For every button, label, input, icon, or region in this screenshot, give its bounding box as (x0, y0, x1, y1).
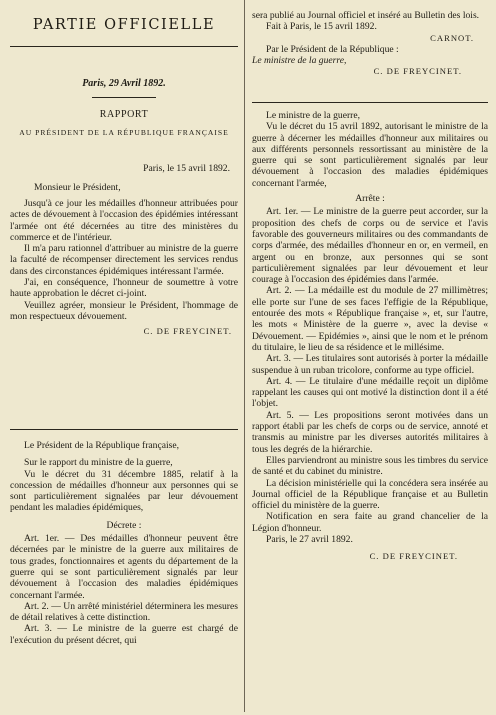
decree-article: Art. 2. — Un arrêté ministériel déterminera les mesures de détail relatives à cette distinction. (10, 600, 238, 624)
arrete-paragraph: Elles parviendront au ministre sous les timbres du service de santé et du cabinet du ministre. (252, 454, 488, 478)
column-divider (244, 0, 245, 712)
arrete-article: Art. 5. — Les propositions seront motivées dans un rapport établi par les chefs de corps ou de service, annoté et transmis au ministre par les diverses autorités militaires à tous les degrés de la hiérarchie. (252, 409, 488, 455)
arrete-article: Art. 3. — Les titulaires sont autorisés à porter la médaille suspendue à un ruban tricolore, conforme au type officiel. (252, 353, 488, 376)
report-title: RAPPORT (99, 109, 149, 120)
header-rule (10, 46, 238, 47)
arrete-paragraph: Notification en sera faite au grand chancelier de la Légion d'honneur. (252, 511, 488, 534)
decree-article: Art. 1er. — Des médailles d'honneur peuvent être décernées par le ministre de la guerre aux militaires de tous grades, fonctionnaires et agents du département de la guerre qui se sont particulièrement signalés par leur dévouement à l'occasion des maladies épidémiques concernant l'armée. (10, 533, 238, 601)
section-title: PARTIE OFFICIELLE (32, 17, 216, 33)
arrete-article: Art. 4. — Le titulaire d'une médaille reçoit un diplôme rappelant les causes qui ont motivé la distinction dont il a été l'objet. (252, 375, 488, 410)
le-ministre-label: Le ministre de la guerre, (252, 55, 347, 67)
dateline: Paris, 29 Avril 1892. (82, 78, 166, 89)
decree-continuation: sera publié au Journal officiel et inséré au Bulletin des lois. (252, 10, 480, 21)
decree-intro: Le Président de la République française, (24, 440, 180, 451)
signature: C. DE FREYCINET. (373, 66, 462, 77)
report-subtitle: AU PRÉSIDENT DE LA RÉPUBLIQUE FRANÇAISE (19, 128, 229, 137)
section-rule (10, 429, 238, 430)
decree-vu: Vu le décret du 31 décembre 1885, relatif à la concession de médailles d'honneur aux personnes qui se sont particulièrement signalées par leur dévouement pendant les maladies épidémiques, (10, 468, 238, 514)
report-paragraph: Jusqu'à ce jour les médailles d'honneur attribuées pour actes de dévouement à l'occasion des épidémies intéressant l'armée ont été décernées au titre des ministères du commerce et de l'intérieur. (10, 198, 238, 243)
report-paragraph: Veuillez agréer, monsieur le Président, l'hommage de mon respectueux dévouement. (10, 299, 238, 322)
arrete-body (252, 110, 488, 563)
right-top (252, 10, 488, 78)
arrete-article: Art. 1er. — Le ministre de la guerre peut accorder, sur la proposition des chefs de corps ou de service et l'avis favorable des gouverneurs militaires ou des commandants de corps d'armée, des médailles d'honneur en or, en vermeil, en argent ou en bronze, aux personnes qui se sont particulièrement signalées par leur dévouement et leur courage à l'occasion des épidémies dans l'armée. (252, 206, 488, 286)
arrete-paragraph: La décision ministérielle qui la concédera sera insérée au Journal officiel de la République française et au Bulletin officiel du ministère de la guerre. (252, 477, 488, 512)
carnot-signature: CARNOT. (430, 32, 474, 43)
ministre-label: Le ministre de la guerre, (266, 110, 361, 121)
arrete-article: Art. 2. — La médaille est du module de 27 millimètres; elle porte sur l'une de ses faces l'effigie de la République, entourée des mots « République française », et, sur l'autre, les mots « Ministère de la guerre », avec la devise « Dévouement. — Epidémies », ainsi que le nom et le prénom du titulaire, le lieu de sa résidence et le millésime. (252, 285, 488, 353)
arrete-date: Paris, le 27 avril 1892. (266, 533, 353, 545)
signature: C. DE FREYCINET. (143, 326, 232, 337)
fait-line: Fait à Paris, le 15 avril 1892. (266, 21, 377, 33)
par-le-president: Par le Président de la République : (266, 43, 399, 55)
arrete-heading: Arrête : (355, 193, 385, 205)
short-rule (92, 97, 156, 98)
report-body (10, 198, 238, 338)
arrete-vu: Vu le décret du 15 avril 1892, autorisant le ministre de la guerre à décerner les médailles d'honneur aux militaires ou aux différents personnels ressortissant au ministère de la guerre qui se sont particulièrement signalés par leur dévouement à l'occasion des maladies épidémiques concernant l'armée, (252, 121, 488, 189)
report-paragraph: Il m'a paru rationnel d'attribuer au ministre de la guerre la faculté de récompenser directement les services rendus dans des circonstances épidémiques intéressant l'armée. (10, 243, 238, 277)
decree-rapport: Sur le rapport du ministre de la guerre, (24, 457, 173, 469)
report-date: Paris, le 15 avril 1892. (143, 163, 230, 174)
decrete-heading: Décrete : (106, 519, 142, 531)
decree-article: Art. 3. — Le ministre de la guerre est chargé de l'exécution du présent décret, qui (10, 623, 238, 646)
signature: C. DE FREYCINET. (369, 551, 458, 562)
salutation: Monsieur le Président, (34, 182, 121, 193)
report-paragraph: J'ai, en conséquence, l'honneur de soumettre à votre haute approbation le décret ci-joint. (10, 277, 238, 300)
section-rule (252, 102, 488, 103)
decree-body (10, 440, 238, 646)
